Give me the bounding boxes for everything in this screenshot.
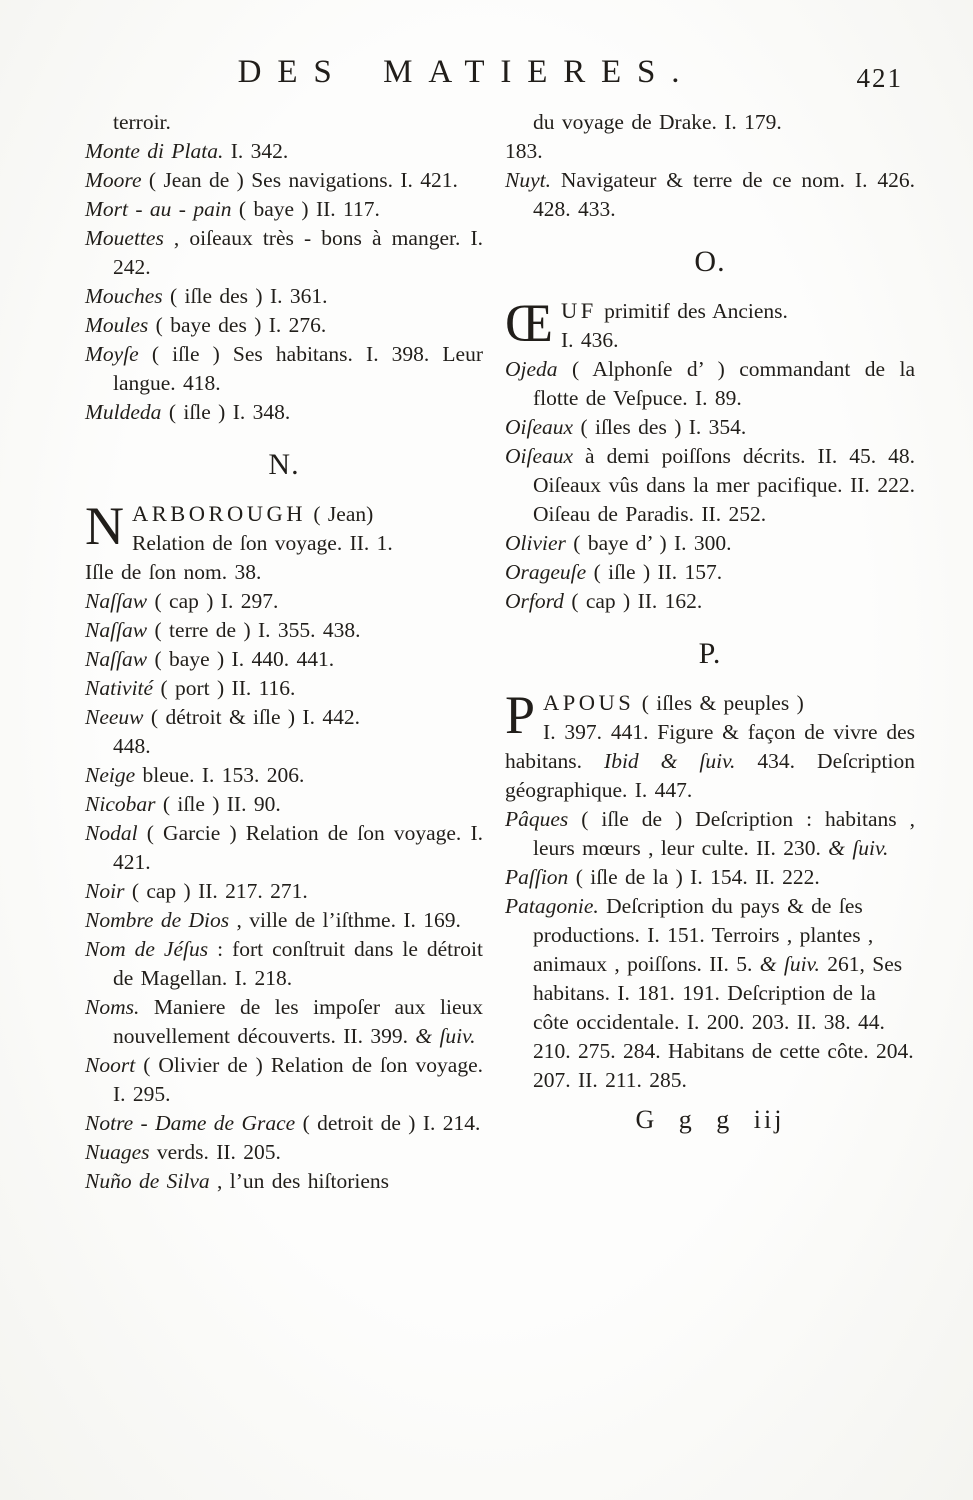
entry-headword: Noir (85, 879, 125, 903)
index-entry (85, 703, 483, 761)
section-heading: N. (268, 448, 300, 481)
entry-headword: Nuyt. (505, 168, 551, 192)
entry-headword: Noort (85, 1053, 136, 1077)
entry-text: ( iſles & peuples ) (634, 691, 804, 715)
entry-text: ( Garcie ) Relation de ſon voyage. I. 421. (113, 821, 483, 874)
entry-text: à demi poiſſons décrits. II. 45. 48. Oiſeaux vûs dans la mer pacifique. II. 222. Oiſeau de Paradis. II. 252. (533, 444, 915, 526)
index-entry (505, 558, 915, 587)
index-entry (505, 442, 915, 529)
entry-text: : fort conſtruit dans le détroit de Magellan. I. 218. (113, 937, 483, 990)
entry-headword: Nombre de Dios (85, 908, 230, 932)
index-entry (85, 790, 483, 819)
page-title: DES MATIERES. (237, 54, 696, 90)
dropcap-initial: Œ (505, 293, 554, 353)
left-column (85, 108, 483, 1196)
entry-headword: Oiſeaux (505, 415, 574, 439)
entry-text: ( baye ) II. 117. (231, 197, 380, 221)
index-entry (505, 685, 915, 805)
entry-text: ( baye des ) I. 276. (148, 313, 327, 337)
entry-text: ( cap ) II. 217. 271. (124, 879, 308, 903)
entry-headword: Ibid & ſuiv. (604, 749, 736, 773)
entry-text: ( iſle des ) I. 361. (162, 284, 328, 308)
index-entry (505, 293, 915, 355)
entry-headword: Patagonie. (505, 894, 599, 918)
entry-text: ( Jean) (306, 502, 374, 526)
index-columns (0, 106, 973, 1196)
entry-headword: Nuño de Silva (85, 1169, 210, 1193)
page-number: 421 (856, 63, 903, 93)
index-entry (85, 1109, 483, 1138)
entry-headword: Muldeda (85, 400, 162, 424)
entry-text: ( iſle de la ) I. 154. II. 222. (568, 865, 820, 889)
entry-text: Iſle de ſon nom. 38. (85, 560, 262, 584)
entry-headword: Moules (85, 313, 149, 337)
entry-headword: Nativité (85, 676, 154, 700)
entry-headword: & ſuiv. (759, 952, 820, 976)
entry-text: ( port ) II. 116. (153, 676, 296, 700)
entry-text: Deſcription du pays & de ſes productions. I. 151. Terroirs , plantes , animaux , poiſſons. II. 5. (533, 894, 874, 976)
right-column (505, 108, 915, 1196)
entry-headword: Moore (85, 168, 142, 192)
entry-headword-caps: ARBOROUGH (132, 501, 307, 526)
entry-text: 261, Ses habitans. I. 181. 191. Deſcription de la côte occidentale. I. 200. 203. II. 38. 44. 210. 275. 284. Habitans de cette côte. 204. 207. II. 211. 285. (533, 952, 914, 1092)
entry-text: ( cap ) I. 297. (147, 589, 279, 613)
dropcap-initial: N (85, 496, 124, 556)
entry-text: ( cap ) II. 162. (563, 589, 703, 613)
entry-headword: Mort - au - pain (85, 197, 232, 221)
entry-text: bleue. I. 153. 206. (135, 763, 305, 787)
index-entry (505, 587, 915, 616)
index-entry (505, 892, 915, 1095)
entry-text: ( iſle ) II. 90. (155, 792, 281, 816)
index-entry (85, 616, 483, 645)
entry-text: 183. (505, 139, 543, 163)
entry-text: ( baye ) I. 440. 441. (147, 647, 335, 671)
entry-text: primitif des Anciens. (596, 299, 788, 323)
entry-text: , oiſeaux très - bons à manger. I. 242. (113, 226, 483, 279)
entry-text: Maniere de les impoſer aux lieux nouvellement découverts. II. 399. (113, 995, 483, 1048)
index-entry (85, 496, 483, 587)
entry-text: ( baye d’ ) I. 300. (565, 531, 732, 555)
entry-headword: Neeuw (85, 705, 144, 729)
index-entry (505, 413, 915, 442)
entry-headword: & ſuiv. (828, 836, 889, 860)
index-entry (85, 761, 483, 790)
entry-continuation (85, 108, 483, 137)
entry-headword: Pâques (505, 807, 569, 831)
entry-headword: Nodal (85, 821, 138, 845)
entry-headword: Naſſaw (85, 618, 148, 642)
entry-text: ( détroit & iſle ) I. 442. (143, 705, 360, 729)
entry-text: ( Jean de ) Ses navigations. I. 421. (141, 168, 458, 192)
index-entry (85, 282, 483, 311)
section-heading: P. (698, 637, 722, 670)
entry-text: Navigateur & terre de ce nom. I. 426. 428. 433. (533, 168, 915, 221)
entry-headword: Oiſeaux (505, 444, 574, 468)
dropcap-initial: P (505, 685, 536, 745)
entry-text: I. 342. (223, 139, 289, 163)
entry-text: ( terre de ) I. 355. 438. (147, 618, 361, 642)
entry-headword-caps: UF (561, 298, 597, 323)
index-entry (505, 166, 915, 224)
index-entry (85, 906, 483, 935)
entry-text: ( iſles des ) I. 354. (573, 415, 747, 439)
index-entry (85, 1138, 483, 1167)
index-entry (85, 311, 483, 340)
entry-headword: Monte di Plata. (85, 139, 224, 163)
index-entry (505, 863, 915, 892)
entry-headword: Orageuſe (505, 560, 587, 584)
signature-mark: G g g iij (635, 1105, 785, 1134)
index-entry (505, 355, 915, 413)
entry-text: , l’un des hiſtoriens (209, 1169, 390, 1193)
entry-text: ( iſle de ) Deſcription : habitans , leurs mœurs , leur culte. II. 230. (533, 807, 915, 860)
entry-text: ( iſle ) Ses habitans. I. 398. Leur langue. 418. (113, 342, 483, 395)
entry-headword: Mouettes (85, 226, 164, 250)
entry-text: ( Alphonſe d’ ) commandant de la flotte de Veſpuce. I. 89. (533, 357, 915, 410)
entry-headword: Ojeda (505, 357, 558, 381)
index-entry (85, 1167, 483, 1196)
entry-text: I. 397. 441. Figure & façon de vivre des habitans. (505, 720, 915, 773)
entry-headword: Nom de Jéſus (85, 937, 209, 961)
entry-text: ( detroit de ) I. 214. (295, 1111, 481, 1135)
entry-headword: Notre - Dame de Grace (85, 1111, 296, 1135)
left-column-entries (85, 108, 483, 1196)
index-entry (85, 645, 483, 674)
index-entry (85, 398, 483, 427)
entry-text: du voyage de Drake. I. 179. (533, 110, 782, 134)
index-entry (85, 935, 483, 993)
index-entry (85, 166, 483, 195)
entry-text: 448. (113, 734, 151, 758)
entry-headword: Noms. (85, 995, 140, 1019)
entry-headword: Nicobar (85, 792, 156, 816)
entry-headword: Naſſaw (85, 589, 148, 613)
entry-headword: Moyſe (85, 342, 139, 366)
entry-headword-caps: APOUS (543, 690, 635, 715)
index-entry (85, 340, 483, 398)
index-entry (85, 819, 483, 877)
entry-headword: & ſuiv. (415, 1024, 476, 1048)
index-entry (505, 529, 915, 558)
entry-text: I. 436. (561, 328, 619, 352)
index-entry (505, 805, 915, 863)
entry-headword: Orford (505, 589, 564, 613)
entry-text: terroir. (113, 110, 171, 134)
index-entry (85, 224, 483, 282)
entry-text: 434. Deſcription géographique. I. 447. (505, 749, 915, 802)
entry-headword: Naſſaw (85, 647, 148, 671)
index-entry (85, 993, 483, 1051)
entry-text: Relation de ſon voyage. II. 1. (132, 531, 393, 555)
index-entry (85, 877, 483, 906)
section-heading: O. (694, 245, 726, 278)
index-entry (85, 587, 483, 616)
index-entry (85, 195, 483, 224)
entry-headword: Neige (85, 763, 136, 787)
entry-headword: Olivier (505, 531, 566, 555)
entry-text: ( iſle ) II. 157. (586, 560, 723, 584)
entry-continuation (505, 108, 915, 166)
entry-text: ( Olivier de ) Relation de ſon voyage. I. 295. (113, 1053, 483, 1106)
page-header (0, 0, 973, 106)
entry-headword: Mouches (85, 284, 163, 308)
index-entry (85, 1051, 483, 1109)
index-entry (85, 674, 483, 703)
right-column-entries (505, 108, 915, 1095)
entry-text: ( iſle ) I. 348. (161, 400, 291, 424)
entry-text: verds. II. 205. (149, 1140, 281, 1164)
entry-headword: Nuages (85, 1140, 150, 1164)
index-entry (85, 137, 483, 166)
entry-text: , ville de l’iſthme. I. 169. (229, 908, 461, 932)
entry-headword: Paſſion (505, 865, 569, 889)
